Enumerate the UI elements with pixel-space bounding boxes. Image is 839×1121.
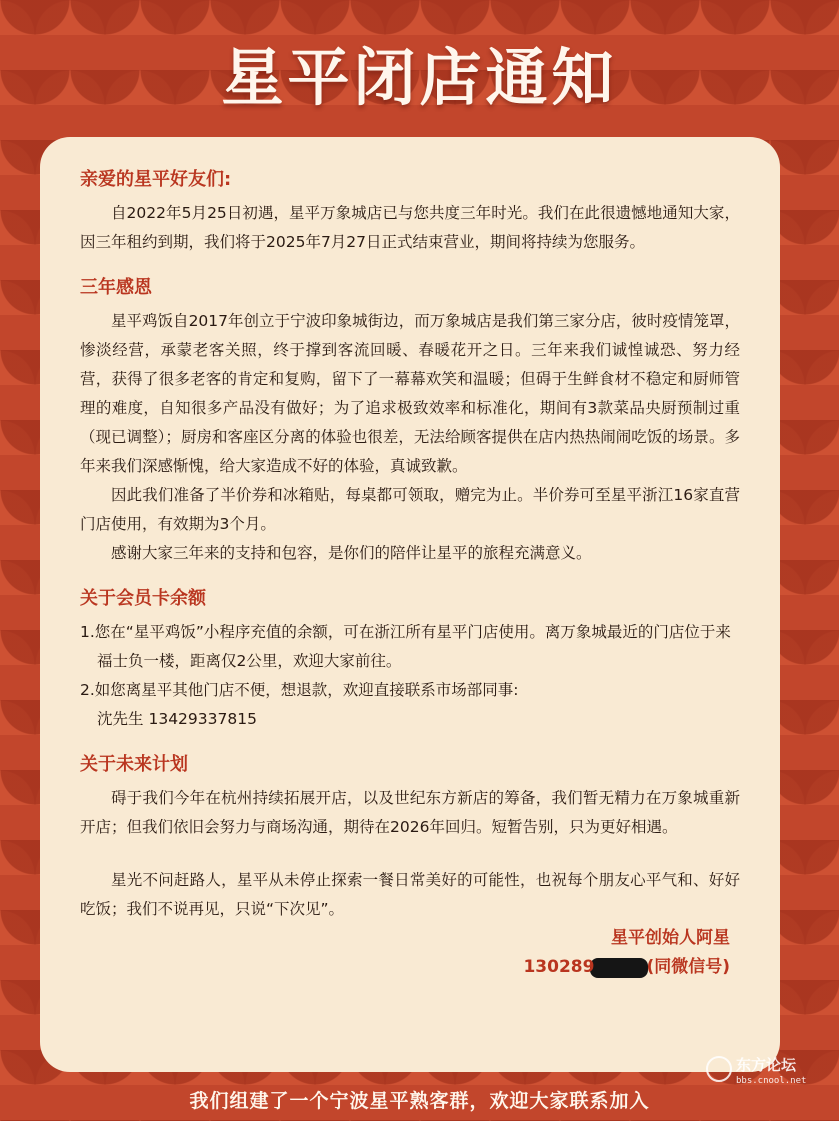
membership-contact: 沈先生 13429337815 [97,710,257,728]
gratitude-paragraph-3: 感谢大家三年来的支持和包容，是你们的陪伴让星平的旅程充满意义。 [111,544,592,562]
page-title: 星平闭店通知 [221,41,618,114]
gratitude-paragraph-1: 星平鸡饭自2017年创立于宁波印象城街边，而万象城店是我们第三家分店，彼时疫情笼罩，惨淡经营，承蒙老客关照，终于撑到客流回暖、春暖花开之日。三年来我们诚惶诚恐、努力经营，获得了很多老客的肯定和复购，留下了一幕幕欢笑和温暖；但碍于生鲜食材不稳定和厨师管理的难度，自知很多产品没有做好；为了追求极致效率和标准化，期间有3款菜品央厨预制过重（现已调整）；厨房和客座区分离的体验也很差，无法给顾客提供在店内热热闹闹吃饭的场景。多年来我们深感惭愧，给大家造成不好的体验，真诚致歉。 [80,312,740,475]
greeting-heading: 亲爱的星平好友们: [80,169,232,190]
phone-suffix: (同微信号) [646,957,730,977]
forum-watermark [706,1052,826,1096]
intro-paragraph: 自2022年5月25日初遇，星平万象城店已与您共度三年时光。我们在此很遗憾地通知大家，因三年租约到期，我们将于2025年7月27日正式结束营业，期间将持续为您服务。 [80,204,740,251]
future-heading: 关于未来计划 [80,754,188,775]
phone-line [80,952,740,982]
signature: 星平创始人阿星 [611,928,730,948]
redaction-mark [590,958,648,978]
watermark-name: 东方论坛 [736,1056,797,1074]
gratitude-heading: 三年感恩 [80,277,152,298]
phone-prefix: 130289 [523,957,595,977]
membership-item-2: 2.如您离星平其他门店不便，想退款，欢迎直接联系市场部同事: [80,681,519,699]
footer-text: 我们组建了一个宁波星平熟客群，欢迎大家联系加入 [189,1090,650,1112]
membership-heading: 关于会员卡余额 [80,588,206,609]
gratitude-paragraph-2: 因此我们准备了半价券和冰箱贴，每桌都可领取，赠完为止。半价券可至星平浙江16家直营门店使用，有效期为3个月。 [80,486,740,533]
membership-item-1: 1.您在“星平鸡饭”小程序充值的余额，可在浙江所有星平门店使用。离万象城最近的门店位于来福士负一楼，距离仅2公里，欢迎大家前往。 [80,623,731,670]
forum-logo-icon [706,1056,732,1082]
notice-card [40,137,780,1072]
future-paragraph: 碍于我们今年在杭州持续拓展开店，以及世纪东方新店的筹备，我们暂无精力在万象城重新开店；但我们依旧会努力与商场沟通，期待在2026年回归。短暂告别，只为更好相遇。 [80,789,740,836]
closing-paragraph: 星光不问赶路人，星平从未停止探索一餐日常美好的可能性，也祝每个朋友心平气和、好好吃饭；我们不说再见，只说“下次见”。 [80,871,740,918]
watermark-url: bbs.cnool.net [736,1076,807,1086]
